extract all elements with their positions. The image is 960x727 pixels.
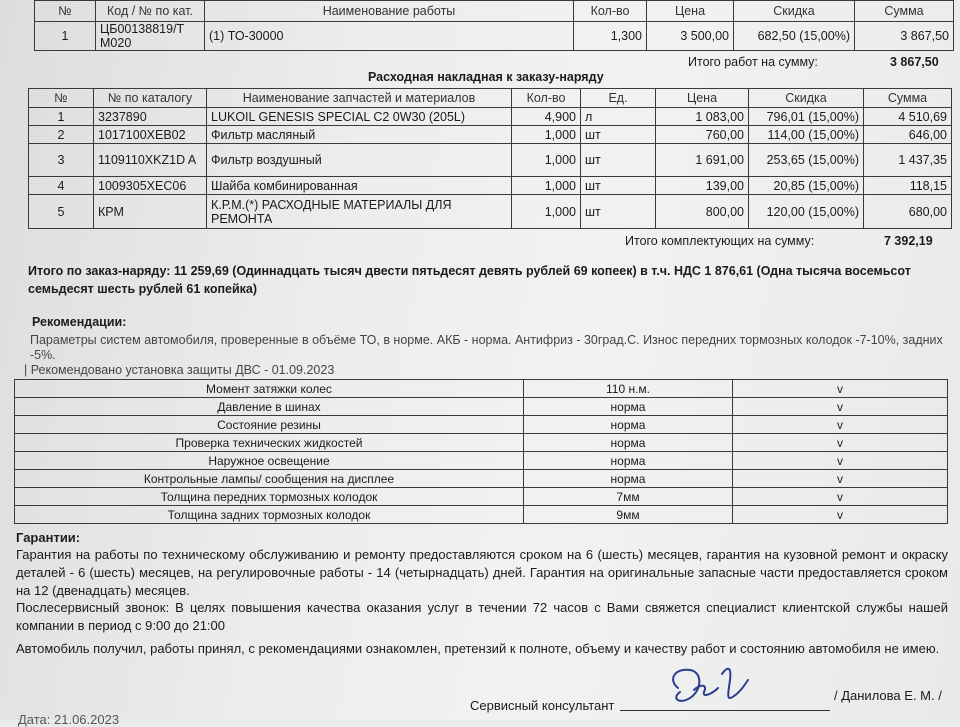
parts-row-price: 139,00 (656, 177, 749, 195)
parts-total-value: 7 392,19 (884, 234, 933, 248)
parts-row-discount: 253,65 (15,00%) (749, 144, 864, 177)
parts-row-sum: 118,15 (864, 177, 952, 195)
check-name: Контрольные лампы/ сообщения на дисплее (15, 470, 524, 488)
check-mark: v (733, 416, 948, 434)
works-row (35, 22, 954, 51)
parts-header-no: № (29, 89, 94, 108)
works-table (34, 0, 954, 51)
parts-row-no: 2 (29, 126, 94, 144)
guarantee-text: Гарантия на работы по техническому обслуживанию и ремонту предоставляются сроком на 6 (шесть) месяцев, гарантия на кузовной ремонт и окраску деталей - 6 (шесть) месяцев, на регулировочные работы - 14 (четырнадцать) дней. Гарантия на оригинальные запасные части предоставляется сроком на 12 (двенадцать) месяцев. (16, 547, 948, 598)
parts-row-no: 3 (29, 144, 94, 177)
check-row (15, 380, 948, 398)
parts-row (29, 108, 952, 126)
parts-row-discount: 120,00 (15,00%) (749, 195, 864, 229)
check-value: 7мм (524, 488, 733, 506)
check-mark: v (733, 470, 948, 488)
parts-row (29, 195, 952, 229)
service-call-text: Послесервисный звонок: В целях повышения качества оказания услуг в течении 72 часов с Вами свяжется специалист клиентской службы нашей компании в период с 9:00 до 21:00 (16, 600, 948, 633)
parts-row-discount: 20,85 (15,00%) (749, 177, 864, 195)
parts-header-discount: Скидка (749, 89, 864, 108)
parts-header-name: Наименование запчастей и материалов (207, 89, 512, 108)
works-header-code: Код / № по кат. (96, 1, 205, 22)
recommendation-protection: | Рекомендовано установка защиты ДВС - 01.09.2023 (24, 363, 335, 377)
parts-header-unit: Ед. (581, 89, 656, 108)
works-header-qty: Кол-во (574, 1, 647, 22)
recommendations-title: Рекомендации: (32, 315, 127, 329)
works-row-discount: 682,50 (15,00%) (734, 22, 855, 51)
parts-row-price: 760,00 (656, 126, 749, 144)
parts-row-qty: 1,000 (512, 144, 581, 177)
check-name: Момент затяжки колес (15, 380, 524, 398)
works-total-value: 3 867,50 (890, 55, 939, 69)
acceptance-text: Автомобиль получил, работы принял, с рекомендациями ознакомлен, претензий к полноте, объему и качеству работ и состоянию автомобиля не имею. (16, 641, 940, 656)
check-mark: v (733, 488, 948, 506)
handwritten-signature-icon (660, 650, 770, 720)
consultant-label: Сервисный консультант (470, 698, 615, 713)
order-total: Итого по заказ-наряду: 11 259,69 (Одиннадцать тысяч двести пятьдесят девять рублей 69 копеек) в т.ч. НДС 1 876,61 (Одна тысяча восемьсот семьдесят шесть рублей 61 копейка) (28, 264, 911, 296)
parts-total-label: Итого комплектующих на сумму: (625, 234, 815, 248)
parts-row-price: 1 083,00 (656, 108, 749, 126)
check-value: норма (524, 452, 733, 470)
parts-header-price: Цена (656, 89, 749, 108)
check-value: норма (524, 416, 733, 434)
check-row (15, 416, 948, 434)
check-value: норма (524, 434, 733, 452)
check-value: 9мм (524, 506, 733, 524)
parts-row-name: LUKOIL GENESIS SPECIAL C2 0W30 (205L) (207, 108, 512, 126)
parts-row (29, 177, 952, 195)
parts-header-row (29, 89, 952, 108)
check-mark: v (733, 434, 948, 452)
parts-row-cat: 3237890 (94, 108, 207, 126)
parts-table (28, 88, 952, 229)
parts-row-no: 5 (29, 195, 94, 229)
recommendations-text: Параметры систем автомобиля, проверенные в объёме ТО, в норме. АКБ - норма. Антифриз - 30град.С. Износ передних тормозных колодок -7-10%, задних -5%. (30, 333, 943, 362)
parts-row-cat: 1009305XEC06 (94, 177, 207, 195)
check-row (15, 452, 948, 470)
parts-header-cat: № по каталогу (94, 89, 207, 108)
check-name: Толщина задних тормозных колодок (15, 506, 524, 524)
parts-row-cat: 1017100XEB02 (94, 126, 207, 144)
works-header-row (35, 1, 954, 22)
works-header-discount: Скидка (734, 1, 855, 22)
parts-row-unit: л (581, 108, 656, 126)
check-value: 110 н.м. (524, 380, 733, 398)
parts-row-cat: 1109110XKZ1D A (94, 144, 207, 177)
document-date: Дата: 21.06.2023 (18, 712, 120, 727)
works-row-qty: 1,300 (574, 22, 647, 51)
parts-header-qty: Кол-во (512, 89, 581, 108)
parts-row-discount: 114,00 (15,00%) (749, 126, 864, 144)
works-row-no: 1 (35, 22, 96, 51)
parts-row-qty: 1,000 (512, 195, 581, 229)
works-header-no: № (35, 1, 96, 22)
guarantee-title: Гарантии: (16, 530, 81, 545)
check-name: Толщина передних тормозных колодок (15, 488, 524, 506)
check-mark: v (733, 398, 948, 416)
works-row-price: 3 500,00 (647, 22, 734, 51)
check-name: Наружное освещение (15, 452, 524, 470)
parts-row-no: 1 (29, 108, 94, 126)
parts-row-unit: шт (581, 177, 656, 195)
check-mark: v (733, 452, 948, 470)
works-header-name: Наименование работы (205, 1, 574, 22)
works-row-code: ЦБ00138819/Т М020 (96, 22, 205, 51)
works-total-label: Итого работ на сумму: (688, 55, 818, 69)
parts-row-name: Фильтр воздушный (207, 144, 512, 177)
parts-row-name: Фильтр масляный (207, 126, 512, 144)
works-row-name: (1) ТО-30000 (205, 22, 574, 51)
check-row (15, 506, 948, 524)
parts-row-sum: 1 437,35 (864, 144, 952, 177)
parts-row-price: 800,00 (656, 195, 749, 229)
check-row (15, 488, 948, 506)
check-row (15, 398, 948, 416)
parts-title: Расходная накладная к заказу-наряду (368, 70, 604, 84)
parts-row-qty: 1,000 (512, 126, 581, 144)
parts-header-sum: Сумма (864, 89, 952, 108)
parts-row-price: 1 691,00 (656, 144, 749, 177)
parts-row (29, 126, 952, 144)
parts-row-unit: шт (581, 144, 656, 177)
parts-row-unit: шт (581, 126, 656, 144)
parts-row-discount: 796,01 (15,00%) (749, 108, 864, 126)
parts-row-qty: 4,900 (512, 108, 581, 126)
check-row (15, 470, 948, 488)
parts-row-cat: КРМ (94, 195, 207, 229)
consultant-name: / Данилова Е. М. / (834, 688, 942, 703)
works-row-sum: 3 867,50 (855, 22, 954, 51)
parts-row-sum: 680,00 (864, 195, 952, 229)
check-name: Давление в шинах (15, 398, 524, 416)
check-name: Состояние резины (15, 416, 524, 434)
check-value: норма (524, 398, 733, 416)
parts-row-sum: 4 510,69 (864, 108, 952, 126)
check-value: норма (524, 470, 733, 488)
parts-row-name: Шайба комбинированная (207, 177, 512, 195)
check-row (15, 434, 948, 452)
check-mark: v (733, 506, 948, 524)
parts-row (29, 144, 952, 177)
parts-row-no: 4 (29, 177, 94, 195)
checks-table (14, 379, 948, 524)
check-mark: v (733, 380, 948, 398)
works-header-sum: Сумма (855, 1, 954, 22)
parts-row-name: К.Р.М.(*) РАСХОДНЫЕ МАТЕРИАЛЫ ДЛЯ РЕМОНТА (207, 195, 512, 229)
parts-row-qty: 1,000 (512, 177, 581, 195)
works-header-price: Цена (647, 1, 734, 22)
check-name: Проверка технических жидкостей (15, 434, 524, 452)
parts-row-sum: 646,00 (864, 126, 952, 144)
parts-row-unit: шт (581, 195, 656, 229)
